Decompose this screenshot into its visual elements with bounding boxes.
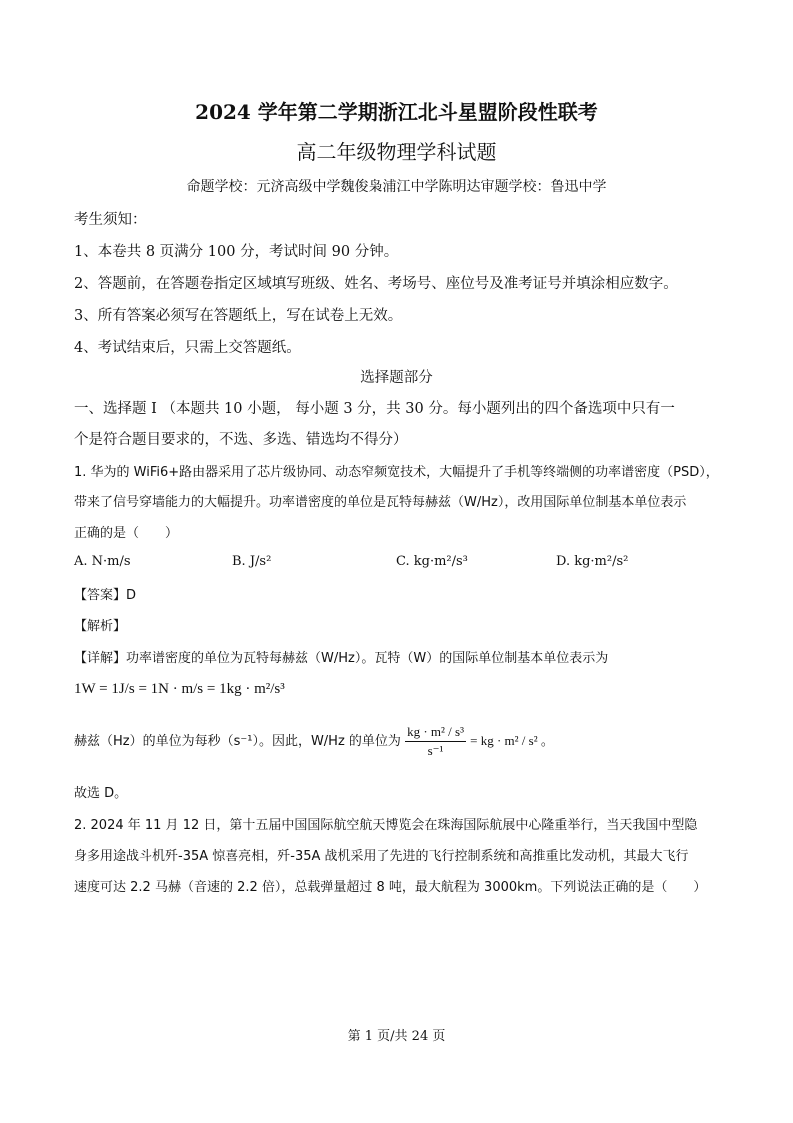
fraction-numerator: kg · m² / s³ — [405, 724, 466, 742]
detail-label: 【详解】 — [74, 651, 127, 666]
answer-value: D — [126, 588, 137, 603]
notice-item: 2、答题前，在答题卷指定区域填写班级、姓名、考场号、座位号及准考证号并填涂相应数字。 — [74, 276, 678, 292]
exam-subtitle: 高二年级物理学科试题 — [296, 140, 497, 164]
option-d: D. kg·m²/s² — [556, 554, 629, 569]
analysis-label: 【解析】 — [74, 619, 127, 634]
conclusion: 故选 D。 — [74, 786, 128, 801]
unit-fraction — [405, 724, 466, 759]
notice-item: 1、本卷共 8 页满分 100 分，考试时间 90 分钟。 — [74, 244, 399, 260]
answer-label: 【答案】 — [74, 588, 127, 603]
section-intro: 个是符合题目要求的，不选、多选、错选均不得分） — [74, 432, 408, 448]
question-2-text: 2. 2024 年 11 月 12 日，第十五届中国国际航空航天博览会在珠海国际航展中心隆重举行，当天我国中型隐 — [74, 818, 698, 833]
fraction-result: = kg · m² / s² 。 — [470, 733, 554, 748]
notice-heading: 考生须知： — [74, 212, 147, 228]
fraction-denominator: s⁻¹ — [427, 743, 444, 758]
section-title: 选择题部分 — [360, 370, 433, 386]
option-b: B. J/s² — [232, 554, 272, 569]
page-footer: 第 1 页/共 24 页 — [347, 1029, 446, 1044]
notice-item: 4、考试结束后，只需上交答题纸。 — [74, 340, 301, 356]
exam-title: 2024 学年第二学期浙江北斗星盟阶段性联考 — [195, 100, 598, 124]
detail-text: 功率谱密度的单位为瓦特每赫兹（W/Hz）。瓦特（W）的国际单位制基本单位表示为 — [126, 651, 609, 666]
answer-line — [74, 584, 136, 603]
option-a: A. N·m/s — [74, 554, 131, 569]
question-1-text: 正确的是（ ） — [74, 526, 179, 541]
question-1-text: 带来了信号穿墙能力的大幅提升。功率谱密度的单位是瓦特每赫兹（W/Hz），改用国际单位制基本单位表示 — [74, 495, 687, 510]
hz-derivation — [74, 724, 554, 759]
notice-item: 3、所有答案必须写在答题纸上，写在试卷上无效。 — [74, 308, 403, 324]
school-info: 命题学校：元济高级中学魏俊枭浦江中学陈明达审题学校：鲁迅中学 — [186, 179, 607, 195]
unit-formula: 1W = 1J/s = 1N · m/s = 1kg · m²/s³ — [74, 681, 285, 697]
hz-text: 赫兹（Hz）的单位为每秒（s⁻¹）。因此，W/Hz 的单位为 — [74, 734, 401, 749]
question-2-text: 速度可达 2.2 马赫（音速的 2.2 倍），总载弹量超过 8 吨，最大航程为 3000km。下列说法正确的是（ ） — [74, 880, 707, 895]
question-1-text: 1. 华为的 WiFi6+路由器采用了芯片级协同、动态窄频宽技术，大幅提升了手机等终端侧的功率谱密度（PSD）， — [74, 465, 719, 480]
question-2-text: 身多用途战斗机歼-35A 惊喜亮相，歼-35A 战机采用了先进的飞行控制系统和高推重比发动机，其最大飞行 — [74, 849, 689, 864]
section-intro: 一、选择题 I （本题共 10 小题， 每小题 3 分，共 30 分。每小题列出的四个备选项中只有一 — [74, 401, 675, 417]
detail-line — [74, 647, 608, 666]
option-c: C. kg·m²/s³ — [396, 554, 468, 569]
